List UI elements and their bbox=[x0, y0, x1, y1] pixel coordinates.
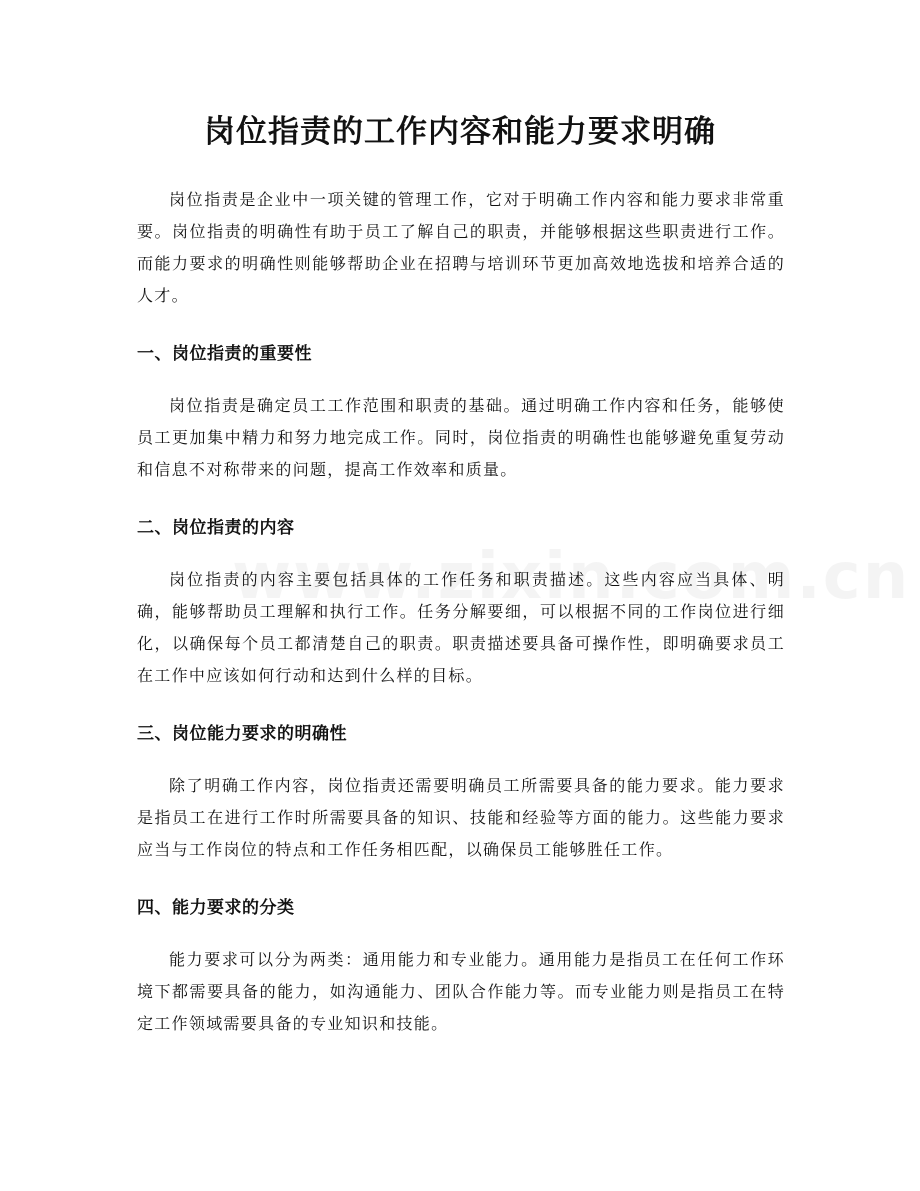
section-paragraph: 除了明确工作内容，岗位指责还需要明确员工所需要具备的能力要求。能力要求是指员工在进行工作时所需要具备的知识、技能和经验等方面的能力。这些能力要求应当与工作岗位的特点和工作任务相匹配，以确保员工能够胜任工作。 bbox=[137, 776, 785, 859]
section-heading: 一、岗位指责的重要性 bbox=[137, 344, 312, 364]
section-content bbox=[137, 512, 785, 692]
section-importance bbox=[137, 338, 785, 486]
section-ability-classification bbox=[137, 892, 785, 1040]
intro-paragraph: 岗位指责是企业中一项关键的管理工作，它对于明确工作内容和能力要求非常重要。岗位指责的明确性有助于员工了解自己的职责，并能够根据这些职责进行工作。而能力要求的明确性则能够帮助企业在招聘与培训环节更加高效地选拔和培养合适的人才。 bbox=[137, 190, 785, 305]
document-body bbox=[137, 184, 785, 1040]
section-paragraph: 岗位指责是确定员工工作范围和职责的基础。通过明确工作内容和任务，能够使员工更加集中精力和努力地完成工作。同时，岗位指责的明确性也能够避免重复劳动和信息不对称带来的问题，提高工作效率和质量。 bbox=[137, 396, 785, 479]
section-paragraph: 能力要求可以分为两类：通用能力和专业能力。通用能力是指员工在任何工作环境下都需要具备的能力，如沟通能力、团队合作能力等。而专业能力则是指员工在特定工作领域需要具备的专业知识和技能。 bbox=[137, 950, 785, 1033]
section-heading: 三、岗位能力要求的明确性 bbox=[137, 724, 347, 744]
section-heading: 四、能力要求的分类 bbox=[137, 898, 295, 918]
document-title: 岗位指责的工作内容和能力要求明确 bbox=[204, 114, 716, 150]
section-paragraph: 岗位指责的内容主要包括具体的工作任务和职责描述。这些内容应当具体、明确，能够帮助员工理解和执行工作。任务分解要细，可以根据不同的工作岗位进行细化，以确保每个员工都清楚自己的职责。职责描述要具备可操作性，即明确要求员工在工作中应该如何行动和达到什么样的目标。 bbox=[137, 570, 785, 685]
section-ability-clarity bbox=[137, 718, 785, 866]
section-heading: 二、岗位指责的内容 bbox=[137, 518, 295, 538]
